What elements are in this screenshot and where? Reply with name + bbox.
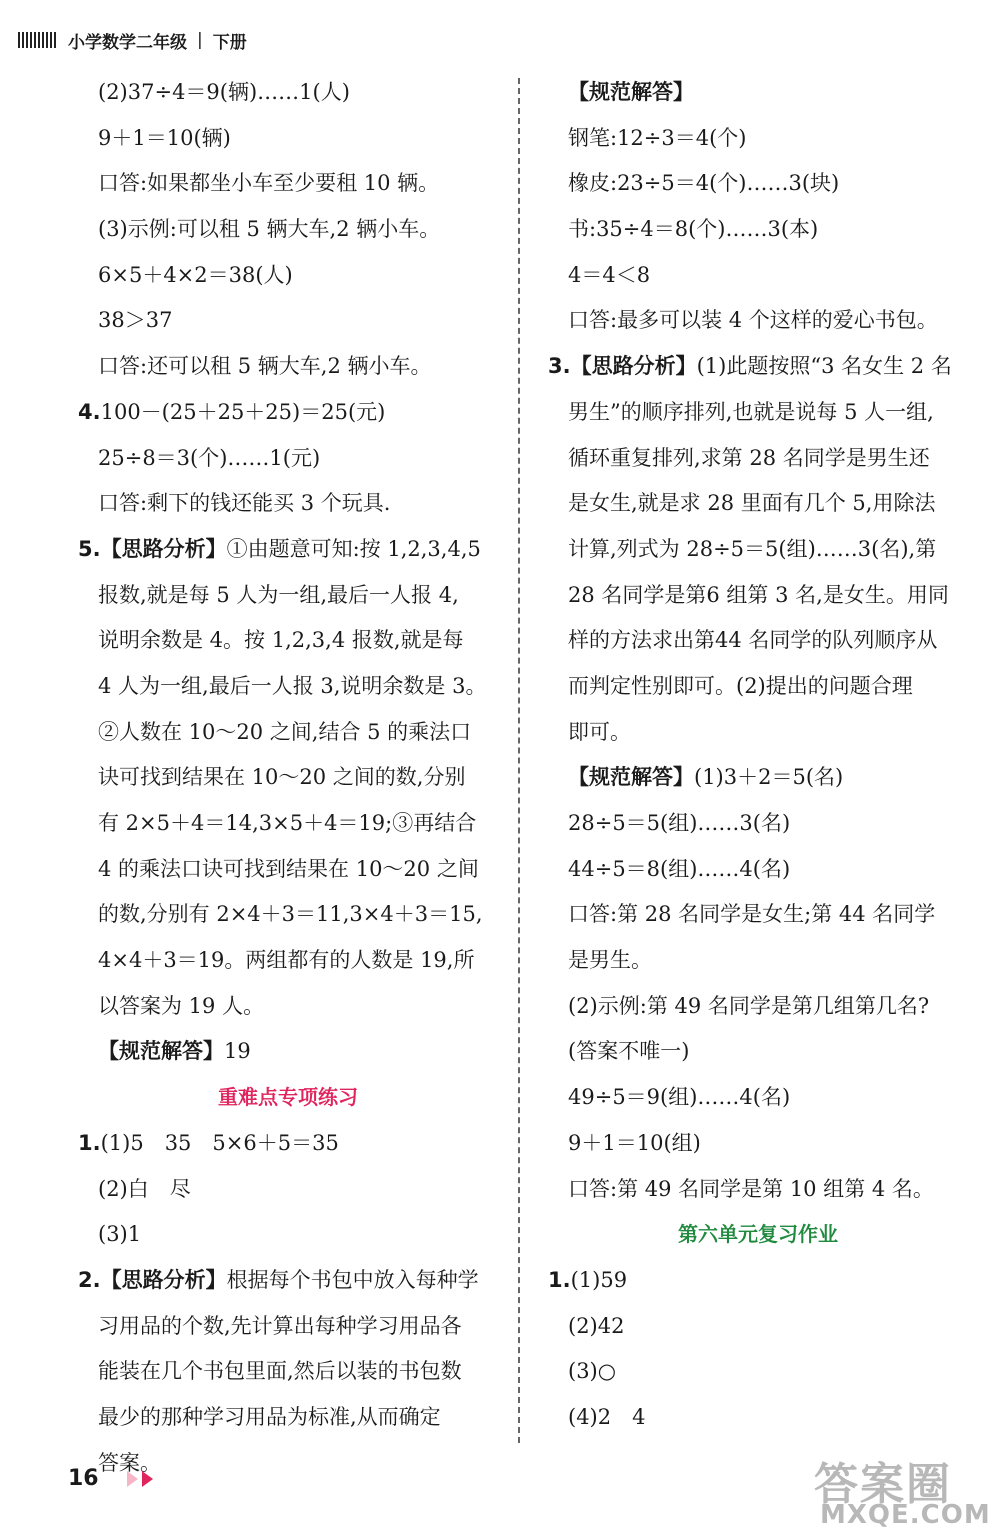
answer-text: (3)○ <box>568 1359 617 1384</box>
answer-text: (答案不唯一) <box>568 1039 690 1064</box>
page-footer <box>68 1466 157 1491</box>
analysis-label: 【规范解答】 <box>568 80 694 104</box>
answer-line <box>78 116 498 162</box>
analysis-label: 【规范解答】 <box>568 765 694 790</box>
answer-text: 19 <box>224 1039 251 1064</box>
question-number: 3. <box>548 354 571 379</box>
answer-text: 橡皮:23÷5＝4(个)……3(块) <box>568 171 840 196</box>
answer-line <box>78 253 498 299</box>
answer-line <box>548 892 968 938</box>
answer-text: 口答:第 49 名同学是第 10 组第 4 名。 <box>568 1176 934 1201</box>
answer-line <box>548 710 968 756</box>
analysis-label: 【思路分析】 <box>100 1267 227 1292</box>
answer-text: 是女生,就是求 28 里面有几个 5,用除法 <box>568 491 936 516</box>
answer-text: 循环重复排列,求第 28 名同学是男生还 <box>568 445 930 470</box>
answer-line <box>548 207 968 253</box>
answer-line <box>78 1212 498 1258</box>
answer-line <box>548 70 968 116</box>
answer-line <box>78 573 498 619</box>
answer-line <box>548 1167 968 1213</box>
answer-text: 口答:还可以租 5 辆大车,2 辆小车。 <box>98 354 432 379</box>
answer-text: 44÷5＝8(组)……4(名) <box>568 856 791 881</box>
answer-text: 以答案为 19 人。 <box>98 993 265 1018</box>
answer-line <box>548 436 968 482</box>
answer-text: (4)2 4 <box>568 1404 646 1429</box>
answer-text: 诀可找到结果在 10～20 之间的数,分别 <box>98 765 466 790</box>
answer-text: 口答:剩下的钱还能买 3 个玩具. <box>98 491 391 516</box>
answer-text: 口答:最多可以装 4 个这样的爱心书包。 <box>568 308 938 333</box>
answer-text: 4 人为一组,最后一人报 3,说明余数是 3。 <box>98 673 487 698</box>
answer-text: (1)3＋2＝5(名) <box>694 765 844 790</box>
answer-text: 口答:第 28 名同学是女生;第 44 名同学 <box>568 902 936 927</box>
answer-text: (1)59 <box>570 1267 628 1292</box>
answer-text: 6×5＋4×2＝38(人) <box>98 262 293 287</box>
answer-text: 计算,列式为 28÷5＝5(组)……3(名),第 <box>568 536 937 561</box>
answer-text: 钢笔:12÷3＝4(个) <box>568 125 747 150</box>
answer-text: 28÷5＝5(组)……3(名) <box>568 811 791 835</box>
answer-text: 而判定性别即可。(2)提出的问题合理 <box>568 673 913 698</box>
left-column <box>78 70 498 1486</box>
page-header <box>18 28 247 52</box>
answer-text: 25÷8＝3(个)……1(元) <box>98 445 321 470</box>
answer-line <box>78 1349 498 1395</box>
book-title: 小学数学二年级 <box>68 32 187 53</box>
answer-line <box>78 390 498 436</box>
answer-line <box>78 207 498 253</box>
answer-line <box>78 70 498 116</box>
answer-text: 的数,分别有 2×4＋3＝11,3×4＋3＝15, <box>98 902 483 927</box>
answer-line <box>548 573 968 619</box>
arrow-dark-icon <box>142 1471 153 1487</box>
question-number: 1. <box>548 1267 571 1292</box>
answer-line <box>548 984 968 1030</box>
answer-text: 9＋1＝10(辆) <box>98 125 231 150</box>
column-divider <box>518 78 520 1443</box>
answer-text: 即可。 <box>568 719 631 744</box>
answer-line <box>548 344 968 390</box>
answer-text: 4＝4＜8 <box>568 262 651 287</box>
answer-line <box>78 1121 498 1167</box>
answer-line <box>548 755 968 801</box>
answer-line <box>78 1258 498 1304</box>
answer-line <box>548 1029 968 1075</box>
answer-line <box>548 847 968 893</box>
analysis-label: 【思路分析】 <box>100 536 227 561</box>
answer-line <box>78 1304 498 1350</box>
answer-text: (2)37÷4＝9(辆)……1(人) <box>98 80 350 104</box>
analysis-label: 【思路分析】 <box>570 354 697 379</box>
answer-line <box>78 527 498 573</box>
answer-text: 有 2×5＋4＝14,3×5＋4＝19;③再结合 <box>98 811 477 835</box>
answer-line <box>548 527 968 573</box>
answer-text: 是男生。 <box>568 948 652 973</box>
answer-line <box>548 618 968 664</box>
question-number: 2. <box>78 1267 101 1292</box>
analysis-label: 【规范解答】 <box>98 1039 224 1064</box>
answer-text: (3)1 <box>98 1222 142 1247</box>
answer-line <box>548 1304 968 1350</box>
book-volume: 下册 <box>212 32 247 53</box>
answer-line <box>78 344 498 390</box>
answer-text: 习用品的个数,先计算出每种学习用品各 <box>98 1313 462 1338</box>
answer-line <box>548 1349 968 1395</box>
answer-text: 38＞37 <box>98 308 173 333</box>
watermark-logo <box>810 1448 990 1532</box>
answer-line <box>548 1121 968 1167</box>
section-title: 重难点专项练习 <box>218 1085 358 1110</box>
answer-line <box>78 801 498 847</box>
watermark-main-text: 答案圈 <box>814 1459 952 1510</box>
answer-text: (2)42 <box>568 1313 625 1338</box>
answer-line <box>78 298 498 344</box>
question-number: 5. <box>78 536 101 561</box>
answer-line <box>78 1395 498 1441</box>
answer-line <box>78 436 498 482</box>
answer-text: 报数,就是每 5 人为一组,最后一人报 4, <box>98 582 459 607</box>
answer-line <box>548 161 968 207</box>
question-number: 1. <box>78 1130 101 1155</box>
watermark-sub-text: MXQE.COM <box>820 1500 991 1530</box>
barcode-icon <box>18 32 58 48</box>
answer-text: 根据每个书包中放入每种学 <box>226 1267 479 1292</box>
answer-line <box>78 938 498 984</box>
answer-text: (2)示例:第 49 名同学是第几组第几名? <box>568 993 930 1018</box>
answer-line <box>78 618 498 664</box>
answer-text: ②人数在 10～20 之间,结合 5 的乘法口 <box>98 719 472 744</box>
answer-line <box>548 390 968 436</box>
answer-line <box>548 481 968 527</box>
answer-text: 答案。 <box>98 1450 161 1475</box>
answer-line <box>548 1075 968 1121</box>
answer-line <box>78 481 498 527</box>
answer-text: (1)此题按照“3 名女生 2 名 <box>696 354 952 379</box>
answer-line <box>548 664 968 710</box>
answer-text: 9＋1＝10(组) <box>568 1130 701 1155</box>
answer-line <box>548 298 968 344</box>
answer-line <box>548 801 968 847</box>
answer-text: 口答:如果都坐小车至少要租 10 辆。 <box>98 171 440 196</box>
answer-text: ①由题意可知:按 1,2,3,4,5 <box>226 536 481 561</box>
answer-line <box>78 161 498 207</box>
question-number: 4. <box>78 399 101 424</box>
answer-text: 说明余数是 4。按 1,2,3,4 报数,就是每 <box>98 628 464 653</box>
answer-text: (1)5 35 5×6＋5＝35 <box>100 1130 339 1155</box>
answer-line <box>78 1029 498 1075</box>
answer-text: (3)示例:可以租 5 辆大车,2 辆小车。 <box>98 217 441 242</box>
page-number: 16 <box>68 1466 99 1491</box>
answer-line <box>78 847 498 893</box>
answer-line <box>548 1395 968 1441</box>
answer-line <box>78 710 498 756</box>
right-column <box>548 70 968 1441</box>
answer-line <box>78 1167 498 1213</box>
section-title: 第六单元复习作业 <box>678 1222 838 1247</box>
answer-line <box>548 1258 968 1304</box>
answer-line <box>548 116 968 162</box>
answer-line <box>78 755 498 801</box>
answer-text: 书:35÷4＝8(个)……3(本) <box>568 217 819 242</box>
answer-line <box>78 892 498 938</box>
answer-line <box>78 664 498 710</box>
answer-text: 样的方法求出第44 名同学的队列顺序从 <box>568 628 938 653</box>
answer-text: 能装在几个书包里面,然后以装的书包数 <box>98 1359 462 1384</box>
answer-text: 最少的那种学习用品为标准,从而确定 <box>98 1404 441 1429</box>
answer-text: 男生”的顺序排列,也就是说每 5 人一组, <box>568 399 934 424</box>
answer-text: 4×4＋3＝19。两组都有的人数是 19,所 <box>98 948 475 973</box>
answer-text: (2)白 尽 <box>98 1176 191 1201</box>
answer-text: 100－(25＋25＋25)＝25(元) <box>100 399 386 424</box>
header-separator: | <box>197 30 203 50</box>
answer-line <box>548 938 968 984</box>
answer-text: 28 名同学是第6 组第 3 名,是女生。用同 <box>568 582 949 607</box>
answer-text: 4 的乘法口诀可找到结果在 10～20 之间 <box>98 856 479 881</box>
answer-line <box>548 253 968 299</box>
answer-text: 49÷5＝9(组)……4(名) <box>568 1085 791 1110</box>
answer-line <box>78 984 498 1030</box>
arrow-light-icon <box>127 1471 138 1487</box>
